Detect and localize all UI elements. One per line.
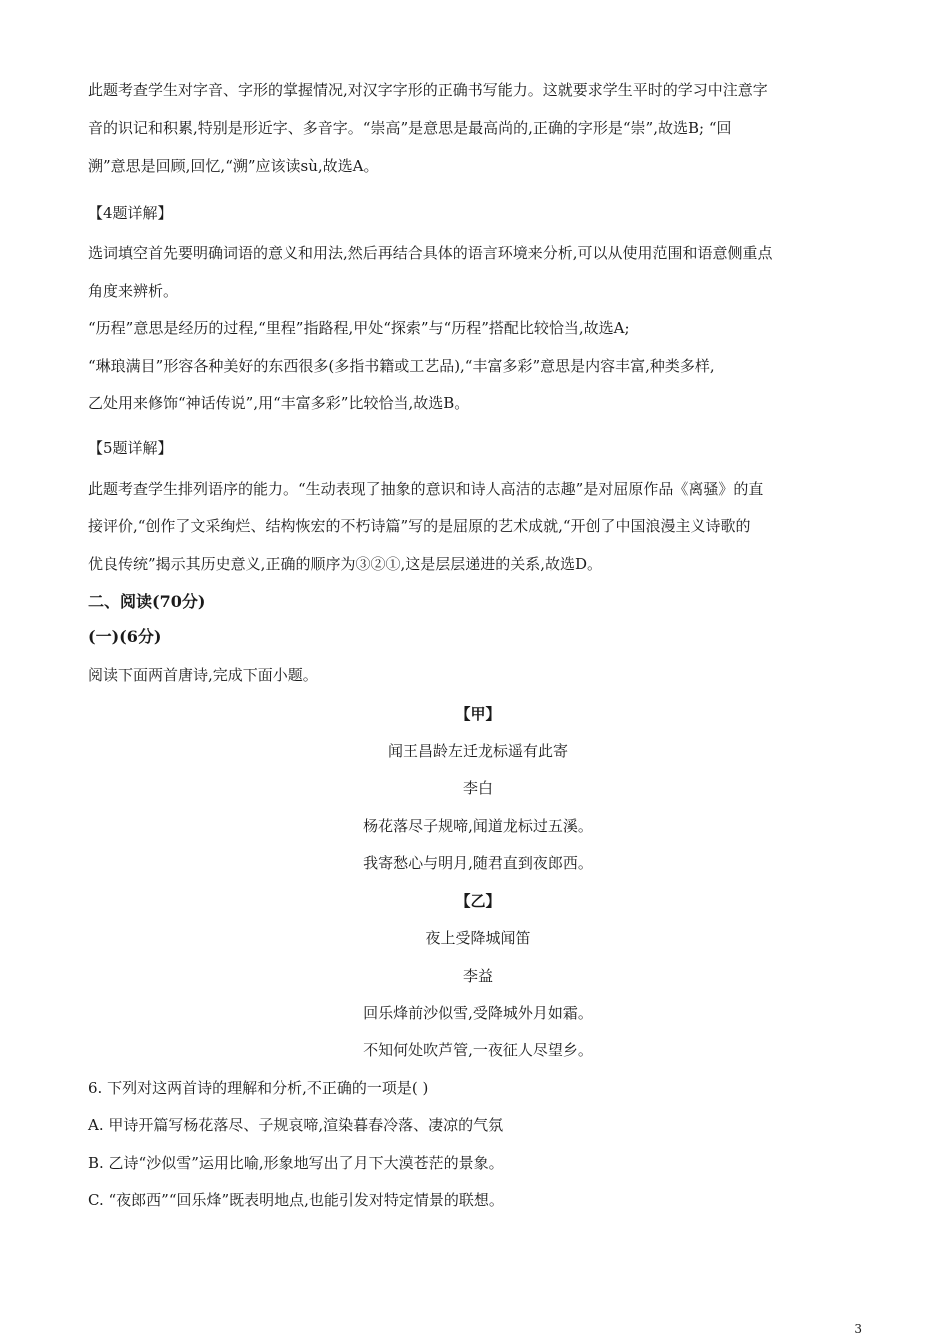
poem-jia-label: 【甲】: [455, 705, 501, 723]
analysis3-line: 溯”意思是回顾,回忆,“溯”应该读sù,故选A。: [88, 157, 379, 175]
question6-option-b: B. 乙诗“沙似雪”运用比喻,形象地写出了月下大漠苍茫的景象。: [88, 1154, 504, 1172]
poem-yi-line: 回乐烽前沙似雪,受降城外月如霜。: [363, 1004, 593, 1022]
poem-yi-title: 夜上受降城闻笛: [425, 929, 531, 947]
q4-heading: 【4题详解】: [88, 204, 173, 222]
poem-jia-title: 闻王昌龄左迁龙标遥有此寄: [387, 742, 568, 760]
question6-option-c: C. “夜郎西”“回乐烽”既表明地点,也能引发对特定情景的联想。: [88, 1191, 504, 1209]
analysis3-line: 此题考查学生对字音、字形的掌握情况,对汉字字形的正确书写能力。这就要求学生平时的学习中注意字: [88, 81, 768, 99]
q4-line: “历程”意思是经历的过程,“里程”指路程,甲处“探索”与“历程”搭配比较恰当,故选A;: [88, 319, 630, 337]
q4-line: 角度来辨析。: [88, 282, 179, 300]
poem-jia-line: 我寄愁心与明月,随君直到夜郎西。: [363, 854, 593, 872]
question6-option-a: A. 甲诗开篇写杨花落尽、子规哀啼,渲染暮春冷落、凄凉的气氛: [88, 1116, 504, 1134]
poem-jia-line: 杨花落尽子规啼,闻道龙标过五溪。: [363, 817, 593, 835]
analysis3-line: 音的识记和积累,特别是形近字、多音字。“崇高”是意思是最高尚的,正确的字形是“崇”,故选B; “回: [88, 119, 732, 137]
page-number: 3: [854, 1322, 862, 1336]
poem-yi-line: 不知何处吹芦管,一夜征人尽望乡。: [363, 1041, 593, 1059]
section-title: 二、阅读(70分): [88, 592, 206, 611]
poem-yi-author: 李益: [462, 967, 493, 985]
poem-jia-author: 李白: [462, 779, 493, 797]
poem-yi-label: 【乙】: [455, 892, 501, 910]
q4-line: “琳琅满目”形容各种美好的东西很多(多指书籍或工艺品),“丰富多彩”意思是内容丰富,种类多样,: [88, 357, 715, 375]
q5-line: 接评价,“创作了文采绚烂、结构恢宏的不朽诗篇”写的是屈原的艺术成就,“开创了中国浪漫主义诗歌的: [88, 517, 751, 535]
q5-line: 此题考查学生排列语序的能力。“生动表现了抽象的意识和诗人高洁的志趣”是对屈原作品《离骚》的直: [88, 480, 764, 498]
q5-heading: 【5题详解】: [88, 439, 173, 457]
q5-line: 优良传统”揭示其历史意义,正确的顺序为③②①,这是层层递进的关系,故选D。: [88, 555, 603, 573]
q4-line: 乙处用来修饰“神话传说”,用“丰富多彩”比较恰当,故选B。: [88, 394, 470, 412]
q4-line: 选词填空首先要明确词语的意义和用法,然后再结合具体的语言环境来分析,可以从使用范围和语意侧重点: [88, 244, 773, 262]
reading-instruction: 阅读下面两首唐诗,完成下面小题。: [88, 666, 318, 684]
section-subtitle: (一)(6分): [88, 627, 162, 646]
question6-stem: 6. 下列对这两首诗的理解和分析,不正确的一项是( ): [88, 1079, 429, 1097]
